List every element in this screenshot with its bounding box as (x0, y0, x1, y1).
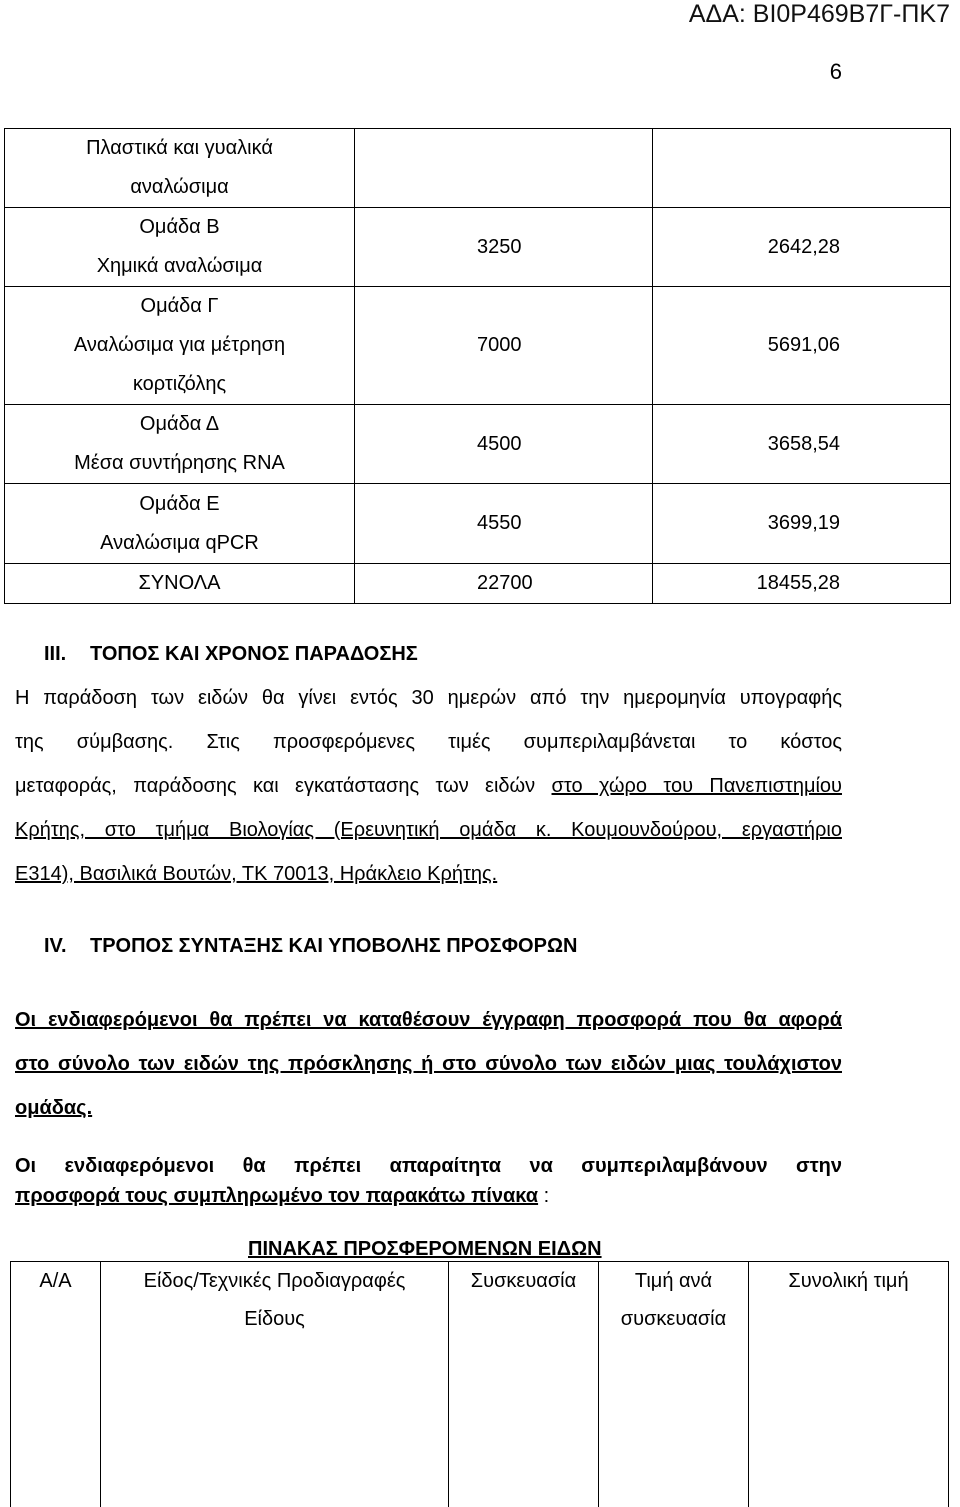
net-amount-cell (653, 129, 951, 208)
label-line: Ομάδα Δ (5, 405, 354, 444)
label-line: Χημικά αναλώσιμα (5, 247, 354, 286)
paragraph-line: Η παράδοση των ειδών θα γίνει εντός 30 ημερών από την ημερομηνία υπογραφής (15, 676, 842, 720)
amount-cell: 4500 (355, 405, 653, 484)
column-header-packaging (449, 1262, 599, 1507)
table-row (5, 405, 951, 484)
paragraph-line: της σύμβασης. Στις προσφερόμενες τιμές συμπεριλαμβάνεται το κόστος (15, 720, 842, 764)
label-line: Αναλώσιμα για μέτρηση (5, 326, 354, 365)
ada-code: ΑΔΑ: ΒΙ0Ρ469Β7Γ-ΠΚ7 (689, 0, 950, 29)
underlined-location: Ε314), Βασιλικά Βουτών, ΤΚ 70013, Ηράκλειο Κρήτης. (15, 863, 497, 885)
paragraph-line (15, 764, 842, 808)
section-title: ΤΡΟΠΟΣ ΣΥΝΤΑΞΗΣ ΚΑΙ ΥΠΟΒΟΛΗΣ ΠΡΟΣΦΟΡΩΝ (90, 935, 577, 957)
group-label-cell (5, 208, 355, 287)
net-amount-cell: 3699,19 (653, 484, 951, 564)
paragraph-line: στο σύνολο των ειδών της πρόσκλησης ή στο σύνολο των ειδών μιας τουλάχιστον (15, 1042, 842, 1086)
underlined-location: στο χώρο του Πανεπιστημίου (552, 775, 842, 797)
paragraph-line (15, 852, 842, 896)
totals-row (5, 564, 951, 604)
offers-table-title: ΠΙΝΑΚΑΣ ΠΡΟΣΦΕΡΟΜΕΝΩΝ ΕΙΔΩΝ (248, 1238, 602, 1261)
offers-table (10, 1261, 949, 1507)
section-3-heading (44, 643, 418, 666)
section-title: ΤΟΠΟΣ ΚΑΙ ΧΡΟΝΟΣ ΠΑΡΑΔΟΣΗΣ (90, 643, 418, 665)
header-line: Είδος/Τεχνικές Προδιαγραφές (101, 1262, 448, 1300)
group-label-cell (5, 484, 355, 564)
table-row (5, 129, 951, 208)
total-net-amount-cell: 18455,28 (653, 564, 951, 604)
column-header-aa (11, 1262, 101, 1507)
table-row (5, 484, 951, 564)
text-run: μεταφοράς, παράδοσης και εγκατάστασης των ειδών (15, 775, 552, 797)
label-line: Αναλώσιμα qPCR (5, 524, 354, 563)
table-instructions-paragraph (15, 1151, 842, 1211)
label-line: αναλώσιμα (5, 168, 354, 207)
label-line: Ομάδα Β (5, 208, 354, 247)
groups-cost-table (4, 128, 951, 604)
table-row (5, 208, 951, 287)
page-number: 6 (830, 59, 842, 85)
amount-cell: 3250 (355, 208, 653, 287)
paragraph-line (15, 1181, 842, 1211)
section-4-heading (44, 935, 577, 958)
group-label-cell (5, 405, 355, 484)
net-amount-cell: 3658,54 (653, 405, 951, 484)
label-line: Μέσα συντήρησης RNA (5, 444, 354, 483)
label-line: κορτιζόλης (5, 365, 354, 404)
totals-label-cell: ΣΥΝΟΛΑ (5, 564, 355, 604)
paragraph-line: Οι ενδιαφερόμενοι θα πρέπει απαραίτητα να συμπεριλαμβάνουν στην (15, 1151, 842, 1181)
amount-cell (355, 129, 653, 208)
amount-cell: 7000 (355, 287, 653, 405)
table-row (5, 287, 951, 405)
label-line: Ομάδα Γ (5, 287, 354, 326)
total-amount-cell: 22700 (355, 564, 653, 604)
submission-paragraph (15, 998, 842, 1130)
header-line: Είδους (101, 1300, 448, 1338)
label-line: Ομάδα Ε (5, 485, 354, 524)
header-line: Α/Α (11, 1262, 100, 1300)
section-number: III. (44, 643, 90, 666)
column-header-item-specs (101, 1262, 449, 1507)
header-line: Συνολική τιμή (749, 1262, 948, 1300)
amount-cell: 4550 (355, 484, 653, 564)
net-amount-cell: 2642,28 (653, 208, 951, 287)
header-line: συσκευασία (599, 1300, 748, 1338)
paragraph-line: Οι ενδιαφερόμενοι θα πρέπει να καταθέσουν έγγραφη προσφορά που θα αφορά (15, 998, 842, 1042)
column-header-total-price (749, 1262, 949, 1507)
column-header-unit-price (599, 1262, 749, 1507)
header-line: Τιμή ανά (599, 1262, 748, 1300)
underlined-text: προσφορά τους συμπληρωμένο τον παρακάτω πίνακα (15, 1185, 538, 1207)
text-run: : (538, 1185, 549, 1207)
header-line: Συσκευασία (449, 1262, 598, 1300)
group-label-cell (5, 287, 355, 405)
paragraph-line (15, 808, 842, 852)
net-amount-cell: 5691,06 (653, 287, 951, 405)
underlined-location: Κρήτης, στο τμήμα Βιολογίας (Ερευνητική ομάδα κ. Κουμουνδούρου, εργαστήριο (15, 819, 842, 841)
table-header-row (11, 1262, 949, 1507)
label-line: Πλαστικά και γυαλικά (5, 129, 354, 168)
paragraph-line: ομάδας. (15, 1086, 842, 1130)
group-label-cell (5, 129, 355, 208)
delivery-paragraph (15, 676, 842, 896)
section-number: IV. (44, 935, 90, 958)
